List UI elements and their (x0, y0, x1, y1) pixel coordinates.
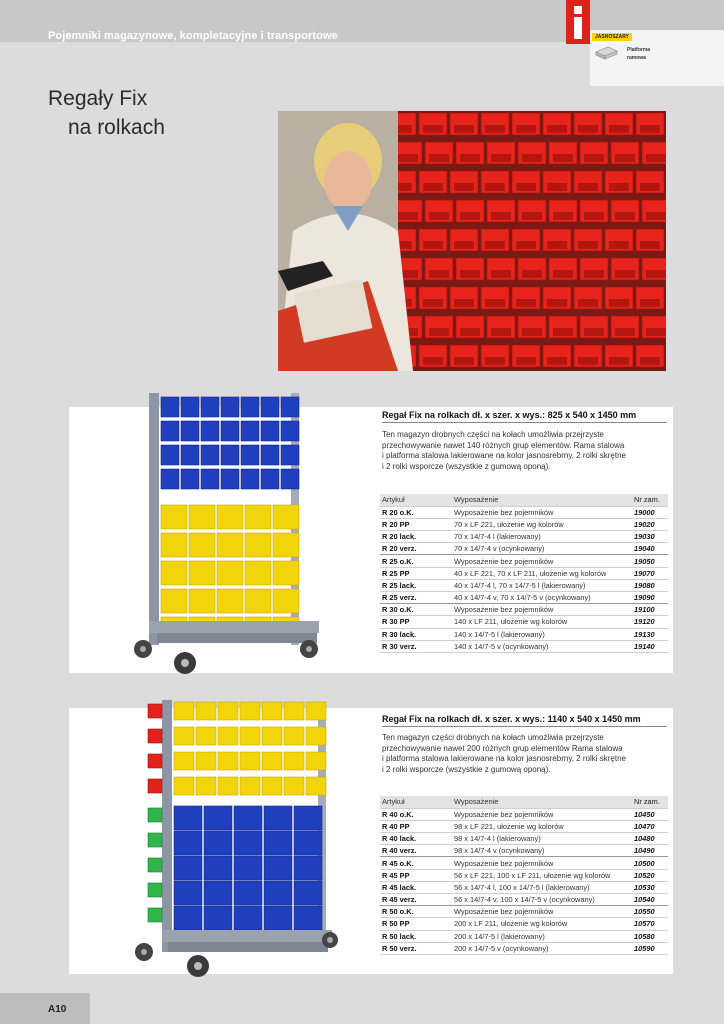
article-code: R 40 lack. (380, 833, 452, 845)
equipment: 98 x 14/7-4 l (lakierowany) (452, 833, 632, 845)
article-code: R 25 o.K. (380, 555, 452, 567)
article-code: R 40 verz. (380, 845, 452, 857)
info-i-icon (566, 0, 590, 44)
order-number: 19040 (632, 543, 668, 555)
equipment: 70 x 14/7-4 v (ocynkowany) (452, 543, 632, 555)
table-row (380, 869, 668, 881)
product-1-title: Regał Fix na rolkach dł. x szer. x wys.: 825 x 540 x 1450 mm (382, 410, 667, 423)
order-number: 10590 (632, 942, 668, 954)
article-code: R 50 o.K. (380, 906, 452, 918)
equipment: 140 x 14/7-5 v (ocynkowany) (452, 640, 632, 652)
product-1-description: Ten magazyn drobnych części na kołach umożliwia przejrzyste przechowywanie nawet 140 różnych grup elementów. Rama stalowa i platforma stalowa lakierowane na kolor jasnosrebrny, 2 rolki skrętne i 2 rolki wsporcze (wszystkie z gumową oponą). (382, 430, 626, 471)
order-number: 19080 (632, 579, 668, 591)
article-code: R 30 lack. (380, 628, 452, 640)
article-code: R 20 verz. (380, 543, 452, 555)
equipment: 70 x 14/7-4 l (lakierowany) (452, 531, 632, 543)
article-code: R 50 lack. (380, 930, 452, 942)
order-number: 10570 (632, 918, 668, 930)
order-number: 10530 (632, 881, 668, 893)
table-row (380, 820, 668, 832)
article-code: R 20 o.K. (380, 506, 452, 518)
order-number: 10500 (632, 857, 668, 869)
col-wyposazenie: Wyposażenie (452, 796, 632, 808)
equipment: 70 x LF 221, ułożenie wg kolorów (452, 518, 632, 530)
table-row (380, 640, 668, 652)
article-code: R 25 PP (380, 567, 452, 579)
equipment: 200 x 14/7-5 l (lakierowany) (452, 930, 632, 942)
table-row (380, 604, 668, 616)
order-number: 10580 (632, 930, 668, 942)
article-code: R 40 PP (380, 820, 452, 832)
table-row (380, 592, 668, 604)
order-number: 10520 (632, 869, 668, 881)
product-2-table (380, 796, 668, 955)
col-artykul: Artykuł (380, 494, 452, 506)
order-number: 19140 (632, 640, 668, 652)
article-code: R 45 PP (380, 869, 452, 881)
col-wyposazenie: Wyposażenie (452, 494, 632, 506)
order-number: 19020 (632, 518, 668, 530)
equipment: Wyposażenie bez pojemników (452, 506, 632, 518)
article-code: R 45 verz. (380, 894, 452, 906)
col-artykul: Artykuł (380, 796, 452, 808)
order-number: 19100 (632, 604, 668, 616)
table-row (380, 567, 668, 579)
equipment: 98 x 14/7-4 v (ocynkowany) (452, 845, 632, 857)
order-number: 19130 (632, 628, 668, 640)
warehouse-photo (278, 111, 666, 371)
page-number: A10 (48, 1004, 67, 1015)
table-row (380, 942, 668, 954)
article-code: R 50 PP (380, 918, 452, 930)
order-number: 19000 (632, 506, 668, 518)
page-number-box (0, 993, 90, 1024)
order-number: 19050 (632, 555, 668, 567)
order-number: 10450 (632, 808, 668, 820)
equipment: 56 x LF 221, 100 x LF 211, ułożenie wg kolorów (452, 869, 632, 881)
category-title: Pojemniki magazynowe, kompletacyjne i transportowe (48, 30, 338, 42)
title-line-1: Regały Fix (48, 87, 148, 110)
product-2-title: Regał Fix na rolkach dł. x szer. x wys.: 1140 x 540 x 1450 mm (382, 714, 667, 727)
table-row (380, 506, 668, 518)
order-number: 19070 (632, 567, 668, 579)
order-number: 10550 (632, 906, 668, 918)
table-row (380, 628, 668, 640)
col-nr-zam: Nr zam. (632, 796, 668, 808)
table-row (380, 881, 668, 893)
title-line-2: na rolkach (68, 116, 165, 139)
article-code: R 45 lack. (380, 881, 452, 893)
table-row (380, 531, 668, 543)
table-row (380, 918, 668, 930)
product-1-table (380, 494, 668, 653)
equipment: 200 x 14/7-5 v (ocynkowany) (452, 942, 632, 954)
equipment: 98 x LF 221, ułożenie wg kolorów (452, 820, 632, 832)
page-title (48, 84, 165, 142)
rack-image-1 (127, 383, 323, 683)
order-number: 19090 (632, 592, 668, 604)
order-number: 10540 (632, 894, 668, 906)
table-row (380, 906, 668, 918)
table-row (380, 518, 668, 530)
platform-text: Platforma ramowa (627, 47, 651, 61)
article-code: R 40 o.K. (380, 808, 452, 820)
order-number: 19030 (632, 531, 668, 543)
article-code: R 20 PP (380, 518, 452, 530)
equipment: 140 x 14/7-5 l (lakierowany) (452, 628, 632, 640)
article-code: R 20 lack. (380, 531, 452, 543)
equipment: 40 x 14/7-4 v, 70 x 14/7-5 v (ocynkowany) (452, 592, 632, 604)
article-code: R 30 o.K. (380, 604, 452, 616)
article-code: R 30 verz. (380, 640, 452, 652)
equipment: Wyposażenie bez pojemników (452, 857, 632, 869)
rack-image-2 (128, 692, 338, 987)
equipment: 56 x 14/7-4 v, 100 x 14/7-5 v (ocynkowany) (452, 894, 632, 906)
article-code: R 25 lack. (380, 579, 452, 591)
table-row (380, 845, 668, 857)
col-nr-zam: Nr zam. (632, 494, 668, 506)
equipment: 40 x LF 221, 70 x LF 211, ułożenie wg kolorów (452, 567, 632, 579)
pallet-icon (594, 44, 618, 62)
article-code: R 25 verz. (380, 592, 452, 604)
equipment: 56 x 14/7-4 l, 100 x 14/7-5 l (lakierowany) (452, 881, 632, 893)
order-number: 10490 (632, 845, 668, 857)
equipment: 140 x LF 211, ułożenie wg kolorów (452, 616, 632, 628)
equipment: Wyposażenie bez pojemników (452, 906, 632, 918)
equipment: Wyposażenie bez pojemników (452, 604, 632, 616)
order-number: 10480 (632, 833, 668, 845)
order-number: 19120 (632, 616, 668, 628)
table-row (380, 833, 668, 845)
equipment: 200 x LF 211, ułożenie wg kolorów (452, 918, 632, 930)
product-2-description: Ten magazyn części drobnych na kołach umożliwia przejrzyste przechowywanie nawet 200 różnych grup elementów Rama stalowa i platforma stalowa lakierowane na kolor jasnosrebrny, 2 rolki skrętne i 2 rolki wsporcze (wszystkie z gumową oponą). (382, 733, 626, 774)
table-row (380, 894, 668, 906)
table-row (380, 616, 668, 628)
table-row (380, 857, 668, 869)
article-code: R 30 PP (380, 616, 452, 628)
order-number: 10470 (632, 820, 668, 832)
equipment: Wyposażenie bez pojemników (452, 808, 632, 820)
table-row (380, 930, 668, 942)
jasnoszary-label: JASNOSZARY (592, 33, 632, 41)
equipment: Wyposażenie bez pojemników (452, 555, 632, 567)
article-code: R 45 o.K. (380, 857, 452, 869)
equipment: 40 x 14/7-4 l, 70 x 14/7-5 l (lakierowany) (452, 579, 632, 591)
table-row (380, 808, 668, 820)
table-row (380, 555, 668, 567)
table-row (380, 579, 668, 591)
article-code: R 50 verz. (380, 942, 452, 954)
table-row (380, 543, 668, 555)
